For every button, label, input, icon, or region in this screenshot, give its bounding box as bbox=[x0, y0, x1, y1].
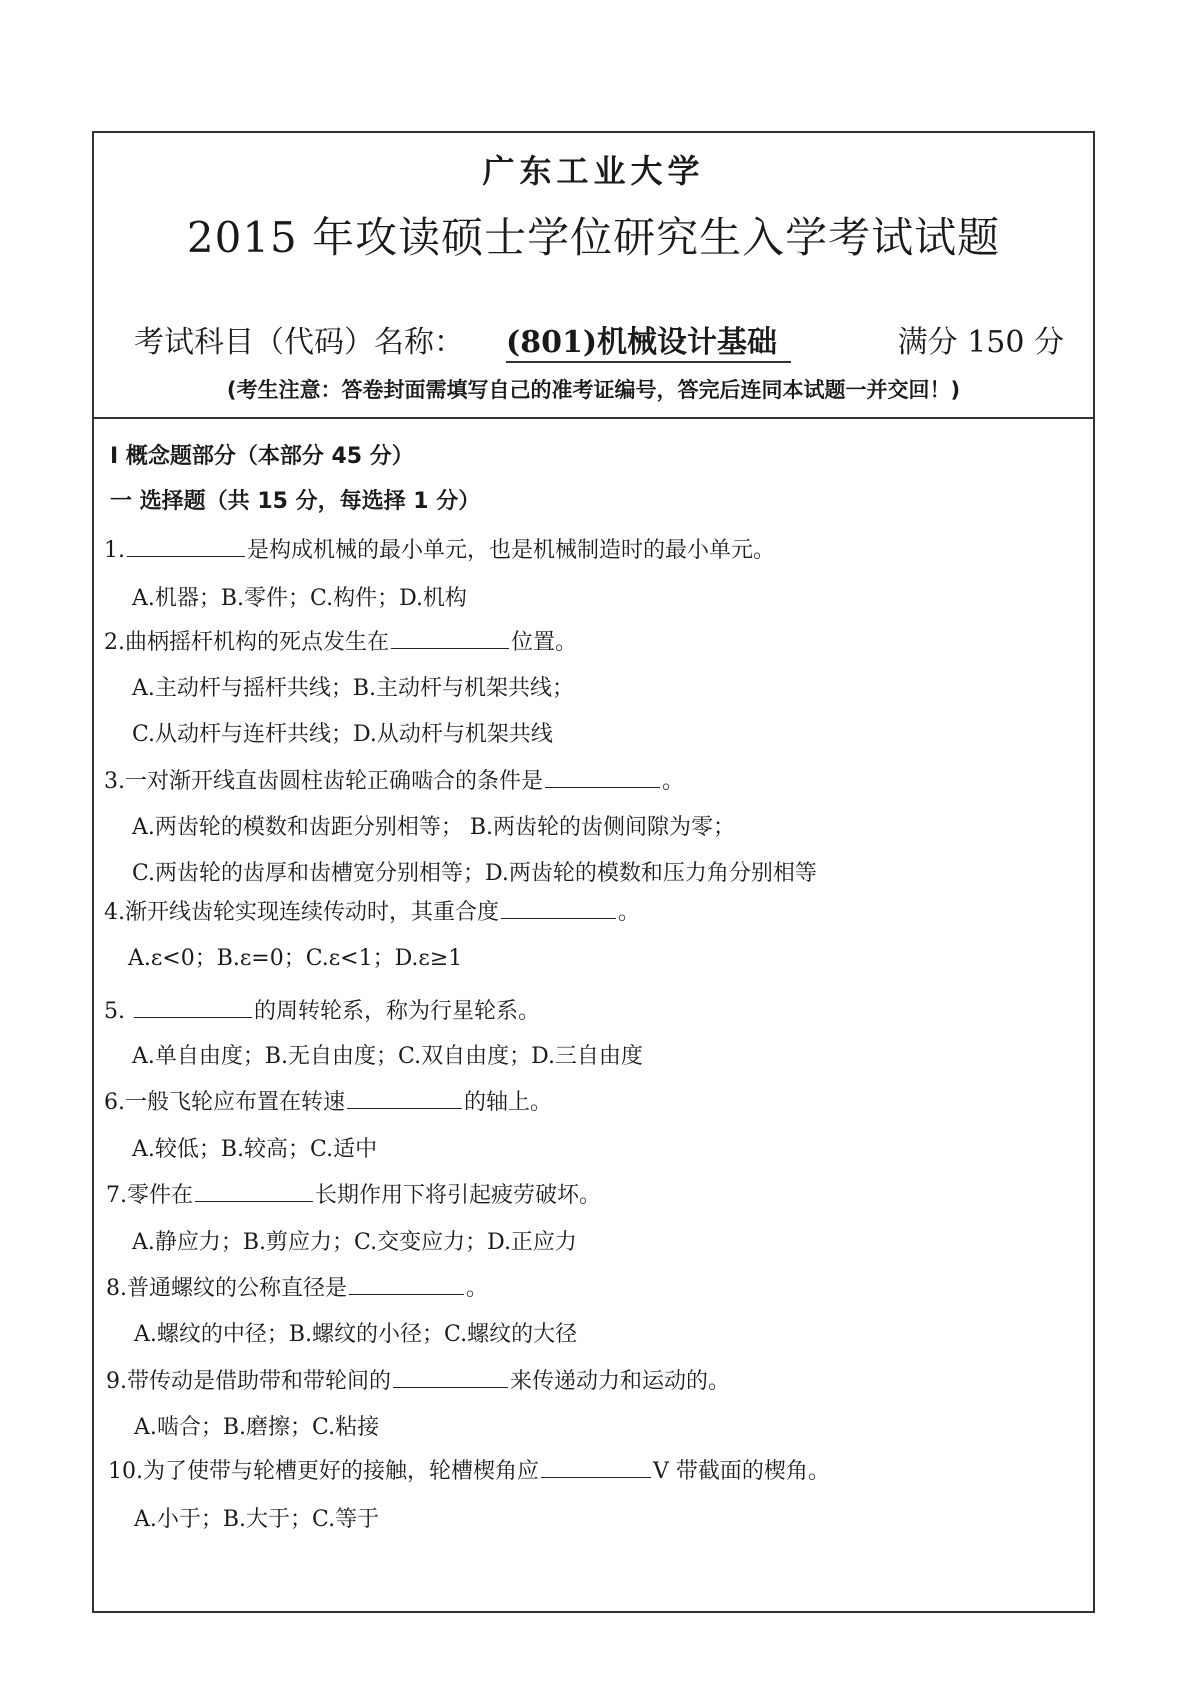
question-text: 的轴上。 bbox=[464, 1090, 553, 1115]
question-text: 8.普通螺纹的公称直径是 bbox=[106, 1276, 347, 1301]
exam-notice: (考生注意：答卷封面需填写自己的准考证编号，答完后连同本试题一并交回！) bbox=[226, 378, 961, 402]
question-options: A.啮合；B.磨擦；C.粘接 bbox=[134, 1415, 380, 1440]
question-options: A.较低；B.较高；C.适中 bbox=[132, 1137, 378, 1162]
question-text: 来传递动力和运动的。 bbox=[510, 1369, 731, 1394]
question-options: A.静应力；B.剪应力；C.交变应力；D.正应力 bbox=[132, 1230, 577, 1255]
question bbox=[106, 1271, 488, 1302]
question bbox=[104, 895, 640, 926]
question bbox=[106, 1364, 730, 1395]
question-text: 。 bbox=[662, 769, 685, 794]
answer-blank bbox=[545, 786, 660, 788]
question-text: 。 bbox=[618, 900, 641, 925]
subject-label: 考试科目（代码）名称： bbox=[134, 325, 464, 360]
question-options: C.两齿轮的齿厚和齿槽宽分别相等；D.两齿轮的模数和压力角分别相等 bbox=[132, 861, 817, 886]
full-mark: 满分 150 分 bbox=[897, 325, 1064, 360]
answer-blank bbox=[127, 555, 245, 557]
question-text: 10.为了使带与轮槽更好的接触，轮槽楔角应 bbox=[108, 1459, 539, 1484]
question bbox=[104, 533, 775, 564]
question-text: 3.一对渐开线直齿圆柱齿轮正确啮合的条件是 bbox=[104, 769, 543, 794]
answer-blank bbox=[541, 1476, 651, 1478]
exam-title: 2015 年攻读硕士学位研究生入学考试试题 bbox=[186, 213, 1001, 262]
question-text: 2.曲柄摇杆机构的死点发生在 bbox=[104, 630, 389, 655]
question-text: 是构成机械的最小单元，也是机械制造时的最小单元。 bbox=[247, 538, 776, 563]
subject-row bbox=[134, 317, 1064, 361]
answer-blank bbox=[195, 1200, 313, 1202]
question-text: 长期作用下将引起疲劳破坏。 bbox=[315, 1183, 602, 1208]
exam-sheet bbox=[92, 131, 1095, 1613]
question-options: C.从动杆与连杆共线；D.从动杆与机架共线 bbox=[132, 722, 553, 747]
question-options: A.螺纹的中径；B.螺纹的小径；C.螺纹的大径 bbox=[134, 1322, 578, 1347]
question bbox=[108, 1454, 830, 1485]
answer-blank bbox=[391, 647, 509, 649]
answer-blank bbox=[134, 1016, 252, 1018]
question-text: 位置。 bbox=[511, 630, 578, 655]
question-text: 6.一般飞轮应布置在转速 bbox=[104, 1090, 345, 1115]
question-options: A.ε<0；B.ε=0；C.ε<1；D.ε≥1 bbox=[128, 946, 463, 971]
question bbox=[104, 1085, 552, 1116]
question bbox=[104, 625, 577, 656]
answer-blank bbox=[501, 917, 616, 919]
question-text: 。 bbox=[466, 1276, 489, 1301]
question-text: 5. bbox=[104, 999, 132, 1024]
question-options: A.单自由度；B.无自由度；C.双自由度；D.三自由度 bbox=[132, 1044, 643, 1069]
question-text: 4.渐开线齿轮实现连续传动时，其重合度 bbox=[104, 900, 499, 925]
subject-name: (801)机械设计基础 bbox=[506, 317, 791, 363]
question bbox=[104, 764, 684, 795]
question-options: A.机器；B.零件；C.构件；D.机构 bbox=[132, 586, 467, 611]
question-text: 7.零件在 bbox=[106, 1183, 193, 1208]
question-text: V 带截面的楔角。 bbox=[653, 1459, 830, 1484]
question-text: 9.带传动是借助带和带轮间的 bbox=[106, 1369, 391, 1394]
question-options: A.两齿轮的模数和齿距分别相等； B.两齿轮的齿侧间隙为零； bbox=[132, 815, 736, 840]
section1-title: 一 选择题（共 15 分，每选择 1 分） bbox=[110, 489, 481, 514]
exam-content bbox=[94, 419, 1093, 1613]
question-text: 的周转轮系，称为行星轮系。 bbox=[253, 999, 540, 1024]
answer-blank bbox=[349, 1293, 464, 1295]
university-name: 广东工业大学 bbox=[482, 152, 705, 190]
answer-blank bbox=[393, 1386, 508, 1388]
question-text: 1. bbox=[104, 538, 125, 563]
question-options: A.主动杆与摇杆共线；B.主动杆与机架共线； bbox=[132, 676, 575, 701]
question bbox=[106, 1178, 601, 1209]
question-options: A.小于；B.大于；C.等于 bbox=[134, 1507, 380, 1532]
question bbox=[104, 994, 540, 1025]
part1-title: Ⅰ 概念题部分（本部分 45 分） bbox=[110, 444, 414, 469]
exam-header bbox=[94, 133, 1093, 419]
answer-blank bbox=[347, 1107, 462, 1109]
